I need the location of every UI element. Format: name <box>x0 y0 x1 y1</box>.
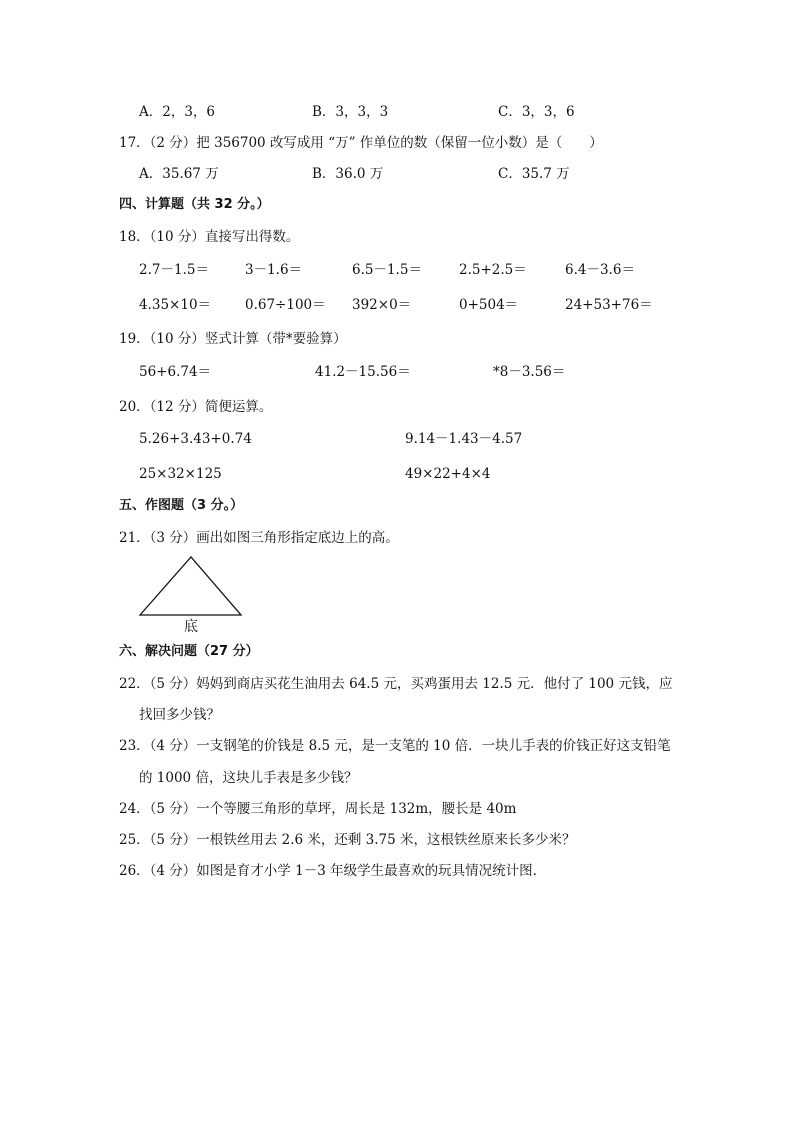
q18-item: 6.5－1.5＝ <box>352 262 422 278</box>
q18-item: 6.4－3.6＝ <box>565 262 635 278</box>
q19-item: 56+6.74＝ <box>139 364 212 380</box>
q20-item: 49×22+4×4 <box>405 466 491 482</box>
q18-item: 0+504＝ <box>459 297 519 313</box>
q20-item: 25×32×125 <box>139 466 222 482</box>
q21-stem: 21．（3 分）画出如图三角形指定底边上的高。 <box>119 530 399 546</box>
q16-option-a: A．2，3，6 <box>139 104 216 120</box>
q19-stem: 19．（10 分）竖式计算（带*要验算） <box>119 331 347 347</box>
q24-stem: 24．（5 分）一个等腰三角形的草坪，周长是 132m，腰长是 40m <box>119 801 517 817</box>
q18-item: 24+53+76＝ <box>565 297 653 313</box>
section-heading-6: 六、解决问题（27 分） <box>119 644 259 659</box>
q17-option-a: A．35.67 万 <box>139 166 219 182</box>
q20-item: 5.26+3.43+0.74 <box>139 431 252 447</box>
section-heading-5: 五、作图题（3 分。） <box>119 498 244 513</box>
q20-stem: 20．（12 分）简便运算。 <box>119 399 273 415</box>
q18-stem: 18．（10 分）直接写出得数。 <box>119 229 300 245</box>
q23-line2: 的 1000 倍，这块儿手表是多少钱？ <box>139 770 358 786</box>
q23-line1: 23．（4 分）一支钢笔的价钱是 8.5 元，是一支笔的 10 倍．一块儿手表的价钱正好这支铅笔 <box>119 738 671 754</box>
triangle-base-label: 底 <box>184 619 198 635</box>
q19-item: 41.2－15.56＝ <box>315 364 411 380</box>
q20-item: 9.14－1.43－4.57 <box>405 431 523 447</box>
q18-item: 2.5+2.5＝ <box>459 262 527 278</box>
triangle-shape <box>140 557 241 615</box>
q18-item: 2.7－1.5＝ <box>139 262 209 278</box>
q16-option-c: C．3，3，6 <box>498 104 575 120</box>
q17-option-b: B．36.0 万 <box>312 166 384 182</box>
q26-stem: 26．（4 分）如图是育才小学 1－3 年级学生最喜欢的玩具情况统计图. <box>119 863 537 879</box>
q18-item: 3－1.6＝ <box>245 262 303 278</box>
q16-option-b: B．3，3，3 <box>312 104 389 120</box>
q22-line2: 找回多少钱？ <box>139 707 220 723</box>
q18-item: 4.35×10＝ <box>139 297 212 313</box>
q25-stem: 25．（5 分）一根铁丝用去 2.6 米，还剩 3.75 米，这根铁丝原来长多少米？ <box>119 832 576 848</box>
triangle-figure <box>130 552 250 636</box>
q19-item: *8－3.56＝ <box>493 364 566 380</box>
q22-line1: 22．（5 分）妈妈到商店买花生油用去 64.5 元，买鸡蛋用去 12.5 元．他付了 100 元钱，应 <box>119 676 673 692</box>
q17-option-c: C．35.7 万 <box>498 166 570 182</box>
section-heading-4: 四、计算题（共 32 分。） <box>119 197 270 212</box>
q18-item: 392×0＝ <box>352 297 412 313</box>
q17-stem: 17．（2 分）把 356700 改写成用 “万” 作单位的数（保留一位小数）是（ ） <box>119 135 603 151</box>
q18-item: 0.67÷100＝ <box>245 297 326 313</box>
